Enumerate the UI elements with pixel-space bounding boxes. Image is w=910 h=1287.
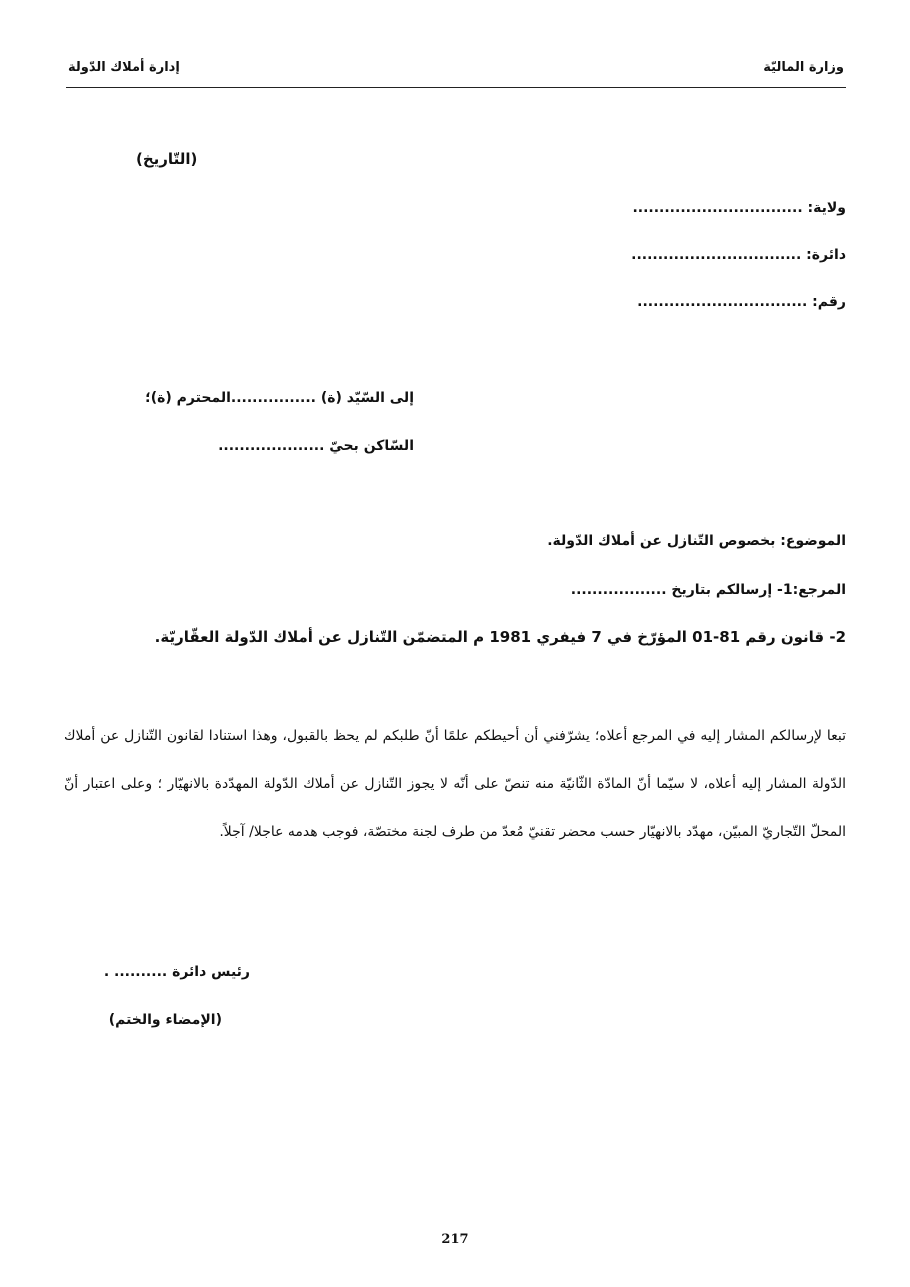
signature-stamp-note: (الإمضاء والختم) bbox=[108, 1012, 222, 1028]
ministry-header: وزارة الماليّة bbox=[763, 60, 844, 75]
reference-2: 2- قانون رقم 81-01 المؤرّخ في 7 فيفري 1981 م المتضمّن التّنازل عن أملاك الدّولة العقّاريّة. bbox=[154, 628, 846, 646]
subject-line: الموضوع: بخصوص التّنازل عن أملاك الدّولة. bbox=[547, 533, 846, 549]
recipient-line: إلى السّيّد (ة) ................المحترم (ة)؛ bbox=[145, 390, 414, 406]
letter-body: تبعا لإرسالكم المشار إليه في المرجع أعلاه؛ يشرّفني أن أحيطكم علمًا أنّ طلبكم لم يحظ بالقبول، وهذا استنادا لقانون التّنازل عن أملاك الدّولة المشار إليه أعلاه، لا سيّما أنّ المادّة الثّانيّة منه تنصّ على أنّه لا يجوز التّنازل عن أملاك الدّولة المهدّدة بالانهيّار ؛ وعلى اعتبار أنّ المحلّ التّجاريّ المبيّن، مهدّد بالانهيّار حسب محضر تقنيّ مُعدّ من طرف لجنة مختصّة، فوجب هدمه عاجلا/ آجلاً. bbox=[64, 728, 846, 840]
directorate-header: إدارة أملاك الدّولة bbox=[68, 60, 180, 75]
recipient-address: السّاكن بحيّ .................... bbox=[218, 438, 414, 454]
reference-number-field: رقم: ................................ bbox=[637, 294, 846, 310]
header-divider bbox=[66, 87, 846, 88]
daira-field: دائرة: ................................ bbox=[631, 247, 846, 263]
wilaya-field: ولاية: ................................ bbox=[632, 200, 846, 216]
page-number: 217 bbox=[441, 1232, 469, 1247]
signatory-title: رئيس دائرة .......... . bbox=[103, 964, 250, 980]
reference-1: المرجع:1- إرسالكم بتاريخ .................. bbox=[570, 582, 846, 598]
date-field: (التّاريخ) bbox=[136, 150, 198, 168]
